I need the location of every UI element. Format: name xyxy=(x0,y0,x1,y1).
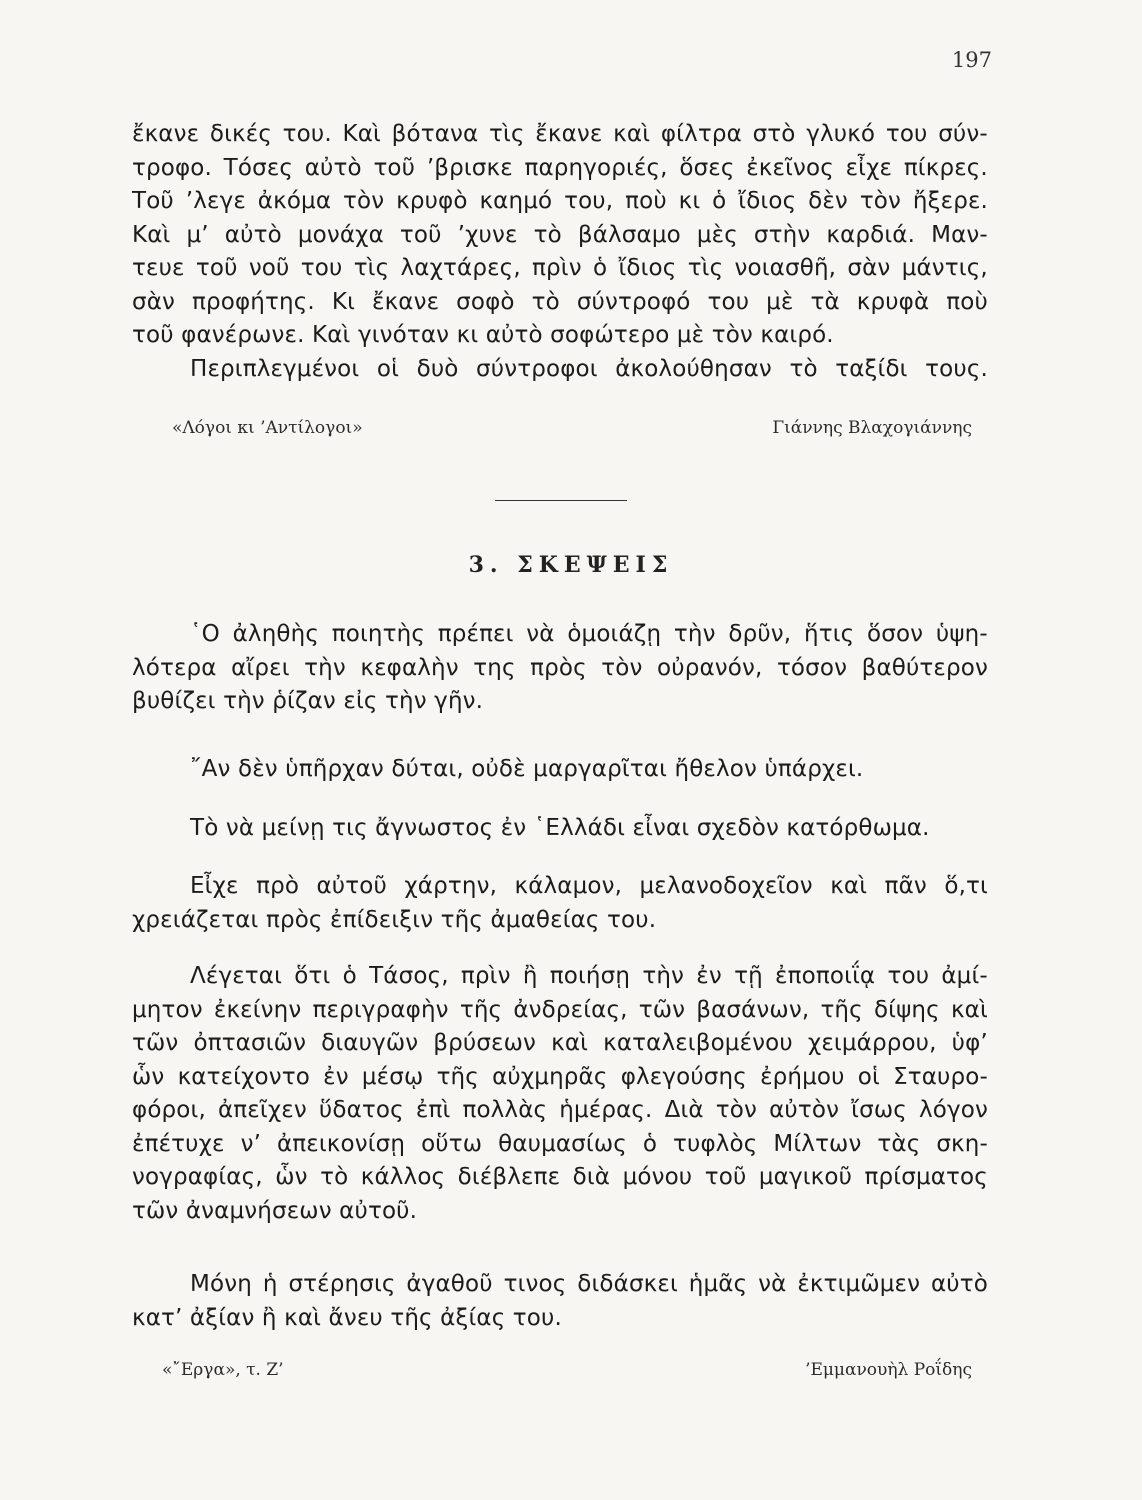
text-line xyxy=(132,1061,988,1095)
word: αἴρει xyxy=(231,654,290,681)
word: Διὰ xyxy=(664,1097,704,1123)
word: σκη- xyxy=(936,1130,988,1157)
word: ὁ xyxy=(342,963,357,989)
word: τοῦ xyxy=(704,1164,747,1190)
text-line xyxy=(132,1161,988,1195)
word: σοφὸ xyxy=(456,288,515,315)
word: σύν- xyxy=(938,121,988,147)
word: στέρησις xyxy=(288,1271,396,1297)
word: κάλλος xyxy=(360,1164,446,1190)
word: ἐποποιΐᾳ xyxy=(775,963,876,989)
word: σὰν xyxy=(847,255,891,281)
word: μητον xyxy=(132,996,203,1023)
word: πρὶν xyxy=(532,255,582,281)
word: αὐτὸ xyxy=(930,1271,988,1297)
word: Περιπλεγμένοι xyxy=(190,355,360,382)
word: ἐκτιμῶμεν xyxy=(797,1271,921,1297)
word: ταξίδι xyxy=(835,355,908,382)
word: ῾Ο xyxy=(190,621,220,647)
word: κατείχοντο xyxy=(177,1063,310,1090)
word: δίψης xyxy=(873,996,940,1023)
word: ἴδιος xyxy=(618,255,677,281)
word: αὐτὸ xyxy=(224,221,282,248)
word: σὰν xyxy=(132,288,176,315)
word: μάντις, xyxy=(901,255,988,281)
word: Τόσες xyxy=(223,154,294,181)
word: τοῦ xyxy=(399,221,442,248)
word: δὲν xyxy=(808,188,848,214)
word: τροφο. xyxy=(132,154,212,181)
word: τὴν xyxy=(304,654,346,681)
text-line: κατ’ ἀξίαν ἢ καὶ ἄνευ τῆς ἀξίας του. xyxy=(132,1304,562,1331)
text-line xyxy=(132,1094,988,1128)
word: ἀπεικονίσῃ xyxy=(276,1130,406,1157)
word: νὰ xyxy=(758,1271,787,1297)
author-name: ’Εμμανουὴλ Ροΐδης xyxy=(805,1360,972,1380)
word: του xyxy=(885,121,928,147)
word: μ’ xyxy=(186,221,209,248)
text-line xyxy=(132,118,988,152)
text-line: βυθίζει τὴν ῥίζαν εἰς τὴν γῆν. xyxy=(132,688,484,714)
word: μελανοδοχεῖον xyxy=(639,873,813,899)
word: Τάσος, xyxy=(369,963,449,989)
word: Σταυρο- xyxy=(893,1063,988,1090)
word: του xyxy=(300,255,343,281)
word: τὸ xyxy=(789,355,818,382)
word: ἥτις xyxy=(803,621,855,647)
word: ἐπέτυχε xyxy=(132,1130,225,1157)
word: στὸ xyxy=(752,121,796,147)
word: ὅσες xyxy=(679,154,735,181)
word: εἶχε xyxy=(845,154,893,181)
word: ἀκολούθησαν xyxy=(615,355,772,382)
word: ἐν xyxy=(696,963,722,989)
word: ὅσον xyxy=(867,621,924,647)
word: ὁ xyxy=(712,188,727,214)
word: ὅ,τι xyxy=(944,873,988,899)
word: γλυκό xyxy=(806,121,876,147)
word: Καὶ xyxy=(342,121,381,147)
text-line xyxy=(132,618,988,652)
word: μέσῳ xyxy=(361,1063,424,1090)
word: τὸ xyxy=(533,221,562,248)
word: ὕδατος xyxy=(318,1097,404,1123)
word: Εἶχε xyxy=(190,873,239,899)
thought-5 xyxy=(132,960,988,1228)
thought-6 xyxy=(132,1268,988,1335)
word: του, xyxy=(564,188,614,214)
word: οἱ xyxy=(857,1063,880,1090)
text-line: ῎Αν δὲν ὑπῆρχαν δύται, οὐδὲ μαργαρῖται ἤθελον ὑπάρχει. xyxy=(190,756,864,782)
word: ὑψη- xyxy=(935,621,988,647)
text-line xyxy=(132,652,988,686)
word: τὴν xyxy=(673,621,716,647)
word: τῆς xyxy=(459,996,503,1023)
word: τυφλὸς xyxy=(673,1130,758,1157)
word: ἐρήμου xyxy=(760,1063,845,1090)
word: καρδιά. xyxy=(826,221,916,248)
word: μόνου xyxy=(622,1164,693,1190)
word: σύντροφό xyxy=(576,288,691,315)
word: διέβλεπε xyxy=(457,1164,561,1190)
word: βότανα xyxy=(391,121,479,147)
word: τὸν xyxy=(715,1097,758,1123)
word: οὕτω xyxy=(421,1130,483,1157)
word: παρηγοριές, xyxy=(524,154,668,181)
word: ἀπεῖχεν xyxy=(218,1097,307,1123)
word: τὸν xyxy=(859,188,902,214)
attribution-1 xyxy=(172,418,972,438)
word: ὀπτασιῶν xyxy=(193,1030,307,1056)
word: τὰ xyxy=(810,288,840,315)
word: νογραφίας, xyxy=(132,1164,263,1190)
text-line xyxy=(132,870,988,904)
word: τοῦ xyxy=(195,255,238,281)
word: φλεγούσης xyxy=(620,1063,747,1090)
word: μὲς xyxy=(696,221,738,248)
word: βαθύτερον xyxy=(861,654,988,681)
word: νοῦ xyxy=(248,255,290,281)
word: ἔκανε xyxy=(535,121,603,147)
section-heading xyxy=(0,552,1142,578)
word: δρῦν, xyxy=(728,621,792,647)
word: ἔκανε xyxy=(132,121,200,147)
word: τὸ xyxy=(531,288,560,315)
word: καημό xyxy=(479,188,553,214)
word: ἡμέρας. xyxy=(559,1097,653,1123)
word: Καὶ xyxy=(132,221,171,248)
word: τῶν xyxy=(638,996,686,1023)
word: ἐκεῖνος xyxy=(746,154,834,181)
text-line: τῶν ἀναμνήσεων αὐτοῦ. xyxy=(132,1197,418,1224)
word: περιγραφὴν xyxy=(312,996,449,1023)
word: Κι xyxy=(331,288,356,315)
text-line: χρειάζεται πρὸς ἐπίδειξιν τῆς ἀμαθείας του. xyxy=(132,906,657,933)
word: ὧν xyxy=(275,1164,308,1190)
word: ὧν xyxy=(132,1063,165,1090)
text-line xyxy=(132,960,988,994)
word: αὐτοῦ xyxy=(316,873,387,899)
word: νὰ xyxy=(526,621,555,647)
word: ὁμοιάζῃ xyxy=(567,621,662,647)
word: Τοῦ xyxy=(132,188,174,214)
word: Μίλτων xyxy=(773,1130,862,1157)
word: ἡ xyxy=(262,1271,278,1297)
word: Μόνη xyxy=(190,1271,252,1297)
word: της xyxy=(473,654,516,681)
word: κρυφὸ xyxy=(396,188,468,214)
word: διδάσκει xyxy=(577,1271,678,1297)
word: φίλτρα xyxy=(660,121,742,147)
word: σύντροφοι xyxy=(476,355,598,382)
word: λόγον xyxy=(918,1097,988,1123)
word: δυὸ xyxy=(416,355,459,382)
word: ἐπὶ xyxy=(415,1097,451,1123)
word: ἴδιος xyxy=(738,188,797,214)
word: ποὺ xyxy=(625,188,667,214)
word: ’λεγε xyxy=(185,188,246,214)
word: οὐρανόν, xyxy=(657,654,763,681)
word: καὶ xyxy=(613,121,651,147)
word: ὑφ’ xyxy=(951,1030,988,1056)
word: αὐχμηρᾶς xyxy=(492,1063,608,1090)
word: πρὸς xyxy=(530,654,587,681)
text-line xyxy=(132,286,988,320)
word: ’βρισκε xyxy=(426,154,513,181)
word: κι xyxy=(678,188,701,214)
word: λότερα xyxy=(132,654,217,681)
word: πρίσματος xyxy=(864,1164,988,1190)
word: Λέγεται xyxy=(190,963,283,989)
word: πᾶν xyxy=(884,873,927,899)
word: τὶς xyxy=(353,255,390,281)
word: τὶς xyxy=(687,255,724,281)
word: κεφαλὴν xyxy=(360,654,459,681)
word: δικές xyxy=(209,121,272,147)
word: πρὸ xyxy=(256,873,300,899)
text-line xyxy=(132,1128,988,1162)
word: ἀνδρείας, xyxy=(513,996,628,1023)
word: οἱ xyxy=(376,355,400,382)
word: στὴν xyxy=(753,221,811,248)
word: ὁ xyxy=(592,255,608,281)
word: ἡμᾶς xyxy=(688,1271,748,1297)
word: ν’ xyxy=(240,1130,262,1157)
word: διὰ xyxy=(572,1164,611,1190)
word: πρέπει xyxy=(437,621,514,647)
word: ἔκανε xyxy=(371,288,440,315)
author-name: Γιάννης Βλαχογιάννης xyxy=(772,418,972,438)
word: λαχτάρες, xyxy=(400,255,521,281)
word: πίκρες. xyxy=(903,154,988,181)
section-number: 3. xyxy=(468,552,504,578)
word: τευε xyxy=(132,255,185,281)
text-line xyxy=(132,1268,988,1302)
word: βρύσεων xyxy=(433,1030,537,1056)
word: ἐν xyxy=(323,1063,349,1090)
passage-1 xyxy=(132,118,988,386)
word: τους. xyxy=(925,355,988,382)
word: τῇ xyxy=(734,963,763,989)
word: τινος xyxy=(503,1271,567,1297)
text-line xyxy=(132,185,988,219)
word: ἀκόμα xyxy=(257,188,332,214)
text-line xyxy=(132,152,988,186)
word: ἢ xyxy=(522,963,538,989)
word: μαγικοῦ xyxy=(758,1164,853,1190)
word: αὐτὸν xyxy=(769,1097,840,1123)
word: πολλὰς xyxy=(462,1097,548,1123)
thought-4 xyxy=(132,870,988,937)
word: ποιήσῃ xyxy=(549,963,631,989)
word: τὶς xyxy=(489,121,525,147)
word: νοιασθῆ, xyxy=(734,255,837,281)
word: ποιητὴς xyxy=(331,621,426,647)
text-line xyxy=(132,219,988,253)
word: πρὶν xyxy=(460,963,511,989)
word: κάλαμον, xyxy=(514,873,623,899)
source-title: «῎Εργα», τ. Ζ’ xyxy=(162,1360,284,1380)
word: ἀμί- xyxy=(941,963,988,989)
word: τὴν xyxy=(642,963,685,989)
word: του xyxy=(707,288,750,315)
word: ἤξερε. xyxy=(912,188,988,214)
text-line xyxy=(132,353,988,387)
source-title: «Λόγοι κι ’Αντίλογοι» xyxy=(172,418,363,438)
word: ἀληθὴς xyxy=(232,621,320,647)
word: τοῦ xyxy=(373,154,416,181)
word: του. xyxy=(282,121,332,147)
thought-3 xyxy=(132,812,988,846)
word: χάρτην, xyxy=(404,873,498,899)
word: τόσον xyxy=(776,654,848,681)
word: τὸ xyxy=(320,1164,349,1190)
thought-2 xyxy=(132,753,988,787)
word: τὸν xyxy=(601,654,643,681)
word: μονάχα xyxy=(297,221,384,248)
text-line: τοῦ φανέρωνε. Καὶ γινόταν κι αὐτὸ σοφώτερο μὲ τὸν καιρό. xyxy=(132,322,834,348)
word: τῆς xyxy=(436,1063,479,1090)
word: τῶν xyxy=(132,1030,179,1056)
word: τῆς xyxy=(820,996,863,1023)
word: ἀγαθοῦ xyxy=(406,1271,493,1297)
text-line xyxy=(132,994,988,1028)
thought-1 xyxy=(132,618,988,719)
page-number: 197 xyxy=(951,48,992,72)
word: ὁ xyxy=(642,1130,658,1157)
word: ἐκείνην xyxy=(213,996,302,1023)
word: μὲ xyxy=(766,288,794,315)
word: βάλσαμο xyxy=(577,221,681,248)
word: αὐτὸ xyxy=(304,154,362,181)
word: βασάνων, xyxy=(696,996,810,1023)
section-title: ΣΚΕΨΕΙΣ xyxy=(517,552,674,578)
word: καὶ xyxy=(830,873,868,899)
word: καταλειβομένου xyxy=(603,1030,793,1056)
text-line xyxy=(132,1027,988,1061)
word: ποὺ xyxy=(946,288,988,315)
word: του xyxy=(887,963,930,989)
section-divider xyxy=(495,500,627,501)
word: τὸν xyxy=(343,188,385,214)
word: ’χυνε xyxy=(457,221,518,248)
word: τὰς xyxy=(877,1130,921,1157)
word: Μαν- xyxy=(931,221,988,248)
word: θαυμασίως xyxy=(498,1130,627,1157)
word: καὶ xyxy=(551,1030,589,1056)
word: διαυγῶν xyxy=(321,1030,419,1056)
text-line xyxy=(132,252,988,286)
text-line: Τὸ νὰ μείνῃ τις ἄγνωστος ἐν ῾Ελλάδι εἶναι σχεδὸν κατόρθωμα. xyxy=(190,815,930,841)
word: ἴσως xyxy=(851,1097,907,1123)
word: κρυφὰ xyxy=(856,288,930,315)
word: προφήτης. xyxy=(192,288,315,315)
word: φόροι, xyxy=(132,1097,206,1123)
word: χειμάρρου, xyxy=(807,1030,937,1056)
word: ὅτι xyxy=(294,963,331,989)
word: καὶ xyxy=(950,996,988,1023)
attribution-2 xyxy=(162,1360,972,1380)
